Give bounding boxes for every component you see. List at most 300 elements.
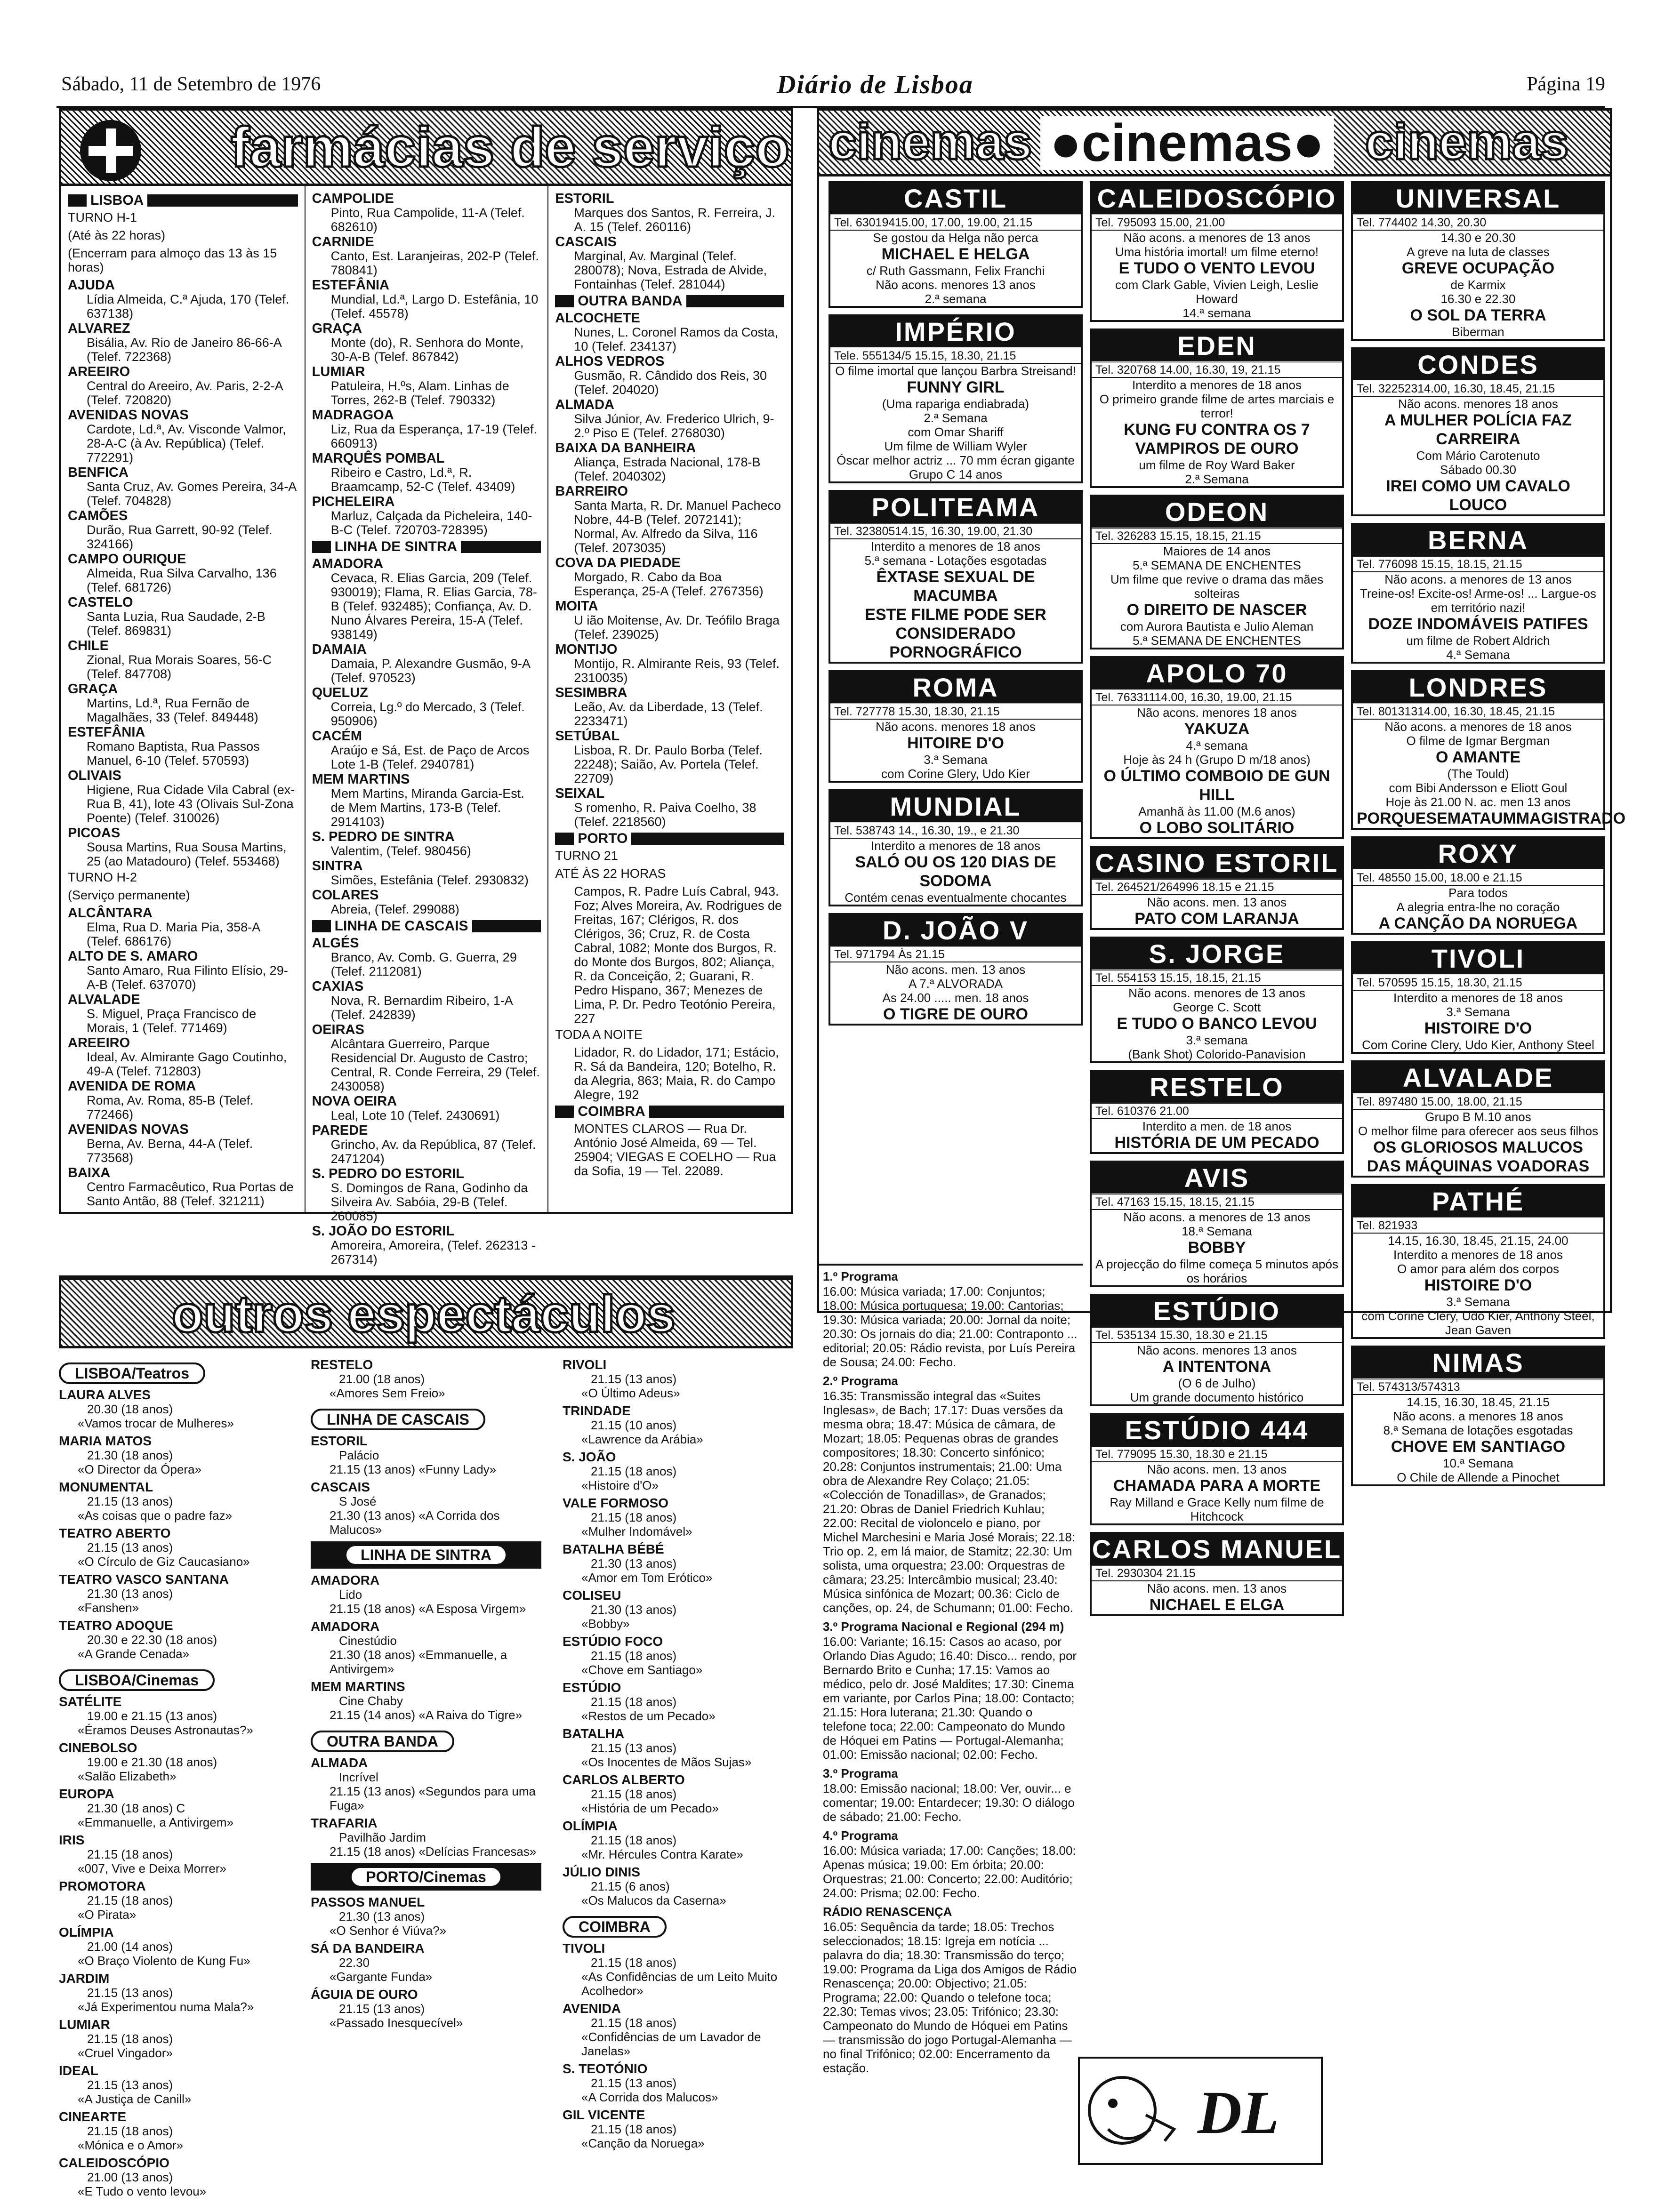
radio-line: 3.º Programa Nacional e Regional (294 m): [823, 1619, 1064, 1634]
show-time: 21.15 (18 anos): [87, 2124, 173, 2138]
category-label: PORTO/Cinemas: [350, 1866, 502, 1888]
cinema-listing-line: Interdito a menores de 18 anos: [871, 839, 1040, 853]
cinema-listing-line: Óscar melhor actriz ... 70 mm écran gigante: [837, 453, 1075, 467]
cinema-listing-line: de Karmix: [1450, 278, 1506, 292]
show-time: 21.30 (13 anos): [591, 1556, 677, 1571]
pharmacy-entry: Grincho, Av. da República, 87 (Telef. 2471204): [330, 1138, 536, 1166]
pharmacy-entry: Campos, R. Padre Luís Cabral, 943. Foz; Alves Moreira, Av. Rodrigues de Freitas, 167; Clérigos, R. dos Clérigos, 36; Cruz, R. de Costa Cabral, 1082; Monte dos Burgos, R. do Monte dos Burgos, 802; Aliança, R. da Conceição, 2; Guarani, R. Pedro Hispano, 367; Menezes de Lima, P. Dr. Pedro Teotónio Pereira, 227: [574, 884, 782, 1026]
venue-name: TRAFARIA: [311, 1816, 378, 1830]
cinema-name: EDEN: [1092, 330, 1342, 363]
show-entry: [59, 1572, 290, 1615]
cinema-listing-line: 14.30 e 20.30: [1440, 231, 1516, 245]
show-title: «As Confidências de um Leito Muito Acolhedor»: [581, 1970, 778, 1998]
radio-line: 16.05: Sequência da tarde; 18.05: Trechos seleccionados; 18.15: Igreja em notícia ... palavra do dia; 18.30: Transmissão do terço; 19.00: Programa da Liga dos Amigos de Rádio Renascença; 20.00: Objectivo; 21.05: Programa; 22.00: Quando o telefone toca; 22.30: Temas vivos; 23.05: Trifónico; 23.30: Campeonato do Mundo de Hóquei em Patins — transmissão do jogo Portugal-Alemanha — no final Trifónico; 02.00: Encerramento da estação.: [823, 1920, 1077, 2075]
pharmacy-entry: Ideal, Av. Almirante Gago Coutinho, 49-A (Telef. 712803): [87, 1050, 287, 1078]
cinema-listing: [828, 314, 1083, 483]
section-heading: [68, 193, 298, 208]
pharmacy-locality: AJUDA: [68, 278, 115, 293]
show-entry: [311, 1816, 541, 1859]
show-time: 19.00 e 21.15 (13 anos): [87, 1709, 217, 1723]
show-time: Palácio: [339, 1448, 379, 1462]
cinema-listing-line: Não acons. menores 18 anos: [1137, 705, 1297, 720]
venue-name: TEATRO ADOQUE: [59, 1618, 173, 1633]
pharmacy-entry: Centro Farmacêutico, Rua Portas de Santo Antão, 88 (Telef. 321211): [87, 1180, 294, 1208]
venue-name: TRINDADE: [563, 1403, 631, 1418]
cinema-listing-line: Ray Milland e Grace Kelly num filme de Hitchcock: [1110, 1495, 1324, 1523]
venue-name: CASCAIS: [311, 1480, 370, 1494]
show-title: 21.30 (18 anos) «Emmanuelle, a Antivirgem»: [330, 1648, 507, 1676]
cinema-listing-line: O DIREITO DE NASCER: [1126, 601, 1307, 619]
show-entry: [59, 2064, 290, 2106]
show-time: 21.00 (18 anos): [339, 1372, 425, 1386]
show-entry: [563, 1450, 793, 1492]
cinema-listing-line: com Omar Shariff: [908, 425, 1004, 439]
show-title: «Chove em Santiago»: [581, 1663, 703, 1677]
pharmacy-locality: DAMAIA: [312, 642, 367, 657]
show-time: 21.15 (18 anos): [87, 1893, 173, 1907]
cinema-listing-line: 4.ª Semana: [1446, 648, 1510, 662]
show-title: «Já Experimentou numa Mala?»: [78, 2000, 254, 2014]
pharmacy-locality: PICHELEIRA: [312, 494, 395, 509]
pharmacy-locality: CAMPOLIDE: [312, 191, 394, 206]
show-time: S José: [339, 1494, 377, 1508]
pharmacy-locality: ALCOCHETE: [555, 311, 640, 326]
pharmacy-entry: S romenho, R. Paiva Coelho, 38 (Telef. 2218560): [574, 801, 756, 829]
radio-listings: [819, 1264, 1083, 2158]
pharmacy-locality: SETÚBAL: [555, 729, 620, 744]
cinema-listing: [1351, 1060, 1605, 1178]
show-entry: [311, 1619, 541, 1676]
pharmacy-entry: Roma, Av. Roma, 85-B (Telef. 772466): [87, 1093, 254, 1122]
pharmacy-entry: Leão, Av. da Liberdade, 13 (Telef. 2233471): [574, 700, 763, 728]
cinema-phone-times: Tel. 774402 14.30, 20.30: [1353, 216, 1603, 231]
category-label: LINHA DE CASCAIS: [311, 1409, 485, 1430]
pharmacy-locality: SINTRA: [312, 858, 363, 874]
show-title: «O Círculo de Giz Caucasiano»: [78, 1555, 250, 1569]
cinema-listing-line: PORQUESEMATAUMMAGISTRADO: [1357, 809, 1626, 827]
outros-column-3: [563, 1358, 793, 2154]
pharmacy-entry: Araújo e Sá, Est. de Paço de Arcos Lote 1-B (Telef. 2940781): [330, 743, 530, 771]
cinema-name: CASINO ESTORIL: [1092, 848, 1342, 880]
show-time: 21.15 (18 anos): [591, 1833, 677, 1847]
cinema-listing-line: Sábado 00.30: [1440, 463, 1516, 477]
section-heading-label: OUTRA BANDA: [578, 293, 683, 309]
pharmacy-locality: AVENIDAS NOVAS: [68, 408, 189, 423]
cinema-name: S. JORGE: [1092, 938, 1342, 971]
show-time: 21.15 (13 anos): [591, 1372, 677, 1386]
pharmacy-entry: Santo Amaro, Rua Filinto Elísio, 29-A-B (Telef. 637070): [87, 963, 288, 992]
venue-name: MARIA MATOS: [59, 1434, 152, 1448]
cinema-phone-times: Tel. 554153 15.15, 18.15, 21.15: [1092, 971, 1342, 986]
cinema-listing-line: com Aurora Bautista e Julio Aleman: [1120, 619, 1314, 633]
show-title: 21.30 (13 anos) «A Corrida dos Malucos»: [330, 1508, 500, 1537]
cinema-listing-line: c/ Ruth Gassmann, Felix Franchi: [866, 264, 1045, 278]
cinema-listing-line: Interdito a menores de 18 anos: [1132, 378, 1302, 392]
pharmacy-entry: Branco, Av. Comb. G. Guerra, 29 (Telef. 2112081): [330, 950, 517, 978]
venue-name: OLÍMPIA: [59, 1925, 114, 1940]
show-entry: [59, 1787, 290, 1829]
show-entry: [563, 1941, 793, 1998]
cinema-phone-times: Tel. 776098 15.15, 18.15, 21.15: [1353, 557, 1603, 572]
show-time: 21.30 (13 anos): [591, 1603, 677, 1617]
category-bar: [311, 1863, 541, 1891]
farmacias-section: [59, 108, 793, 1266]
cinema-phone-times: Tele. 555134/5 15.15, 18.30, 21.15: [830, 349, 1081, 364]
section-heading-label: LINHA DE CASCAIS: [334, 918, 468, 934]
cinema-listing: [1090, 937, 1344, 1063]
section-heading: [555, 294, 784, 308]
pharmacy-locality: NOVA OEIRA: [312, 1094, 397, 1109]
pharmacy-entry: Alcântara Guerreiro, Parque Residencial Dr. Augusto de Castro; Central, R. Conde Ferreira, 29 (Telef. 2430058): [330, 1037, 540, 1093]
show-entry: [311, 1756, 541, 1812]
cinema-name: RESTELO: [1092, 1072, 1342, 1104]
cinema-listing-line: Contém cenas eventualmente chocantes: [845, 890, 1067, 905]
cinema-listing-line: 2.ª Semana: [924, 411, 988, 425]
show-entry: [59, 1434, 290, 1476]
cinema-listing-line: O AMANTE: [1435, 748, 1521, 766]
pharmacy-entry: Elma, Rua D. Maria Pia, 358-A (Telef. 686176): [87, 920, 260, 948]
cinema-listing: [828, 490, 1083, 664]
pharmacy-locality: OEIRAS: [312, 1022, 364, 1037]
pharmacy-locality: S. JOÃO DO ESTORIL: [312, 1224, 455, 1239]
cinema-listing-line: O Chile de Allende a Pinochet: [1397, 1470, 1560, 1484]
show-time: 21.15 (18 anos): [591, 1464, 677, 1478]
show-time: 21.15 (13 anos): [87, 1540, 173, 1555]
pharmacy-entry: Gusmão, R. Cândido dos Reis, 30 (Telef. 204020): [574, 369, 767, 397]
show-title: 21.15 (18 anos) «Delícias Francesas»: [330, 1844, 537, 1859]
show-entry: [59, 2156, 290, 2198]
cinema-listing-line: 14.15, 16.30, 18.45, 21.15, 24.00: [1388, 1234, 1569, 1248]
cinema-listing-line: Biberman: [1452, 325, 1504, 339]
dl-logo: [1078, 2057, 1323, 2165]
pharmacy-locality: COLARES: [312, 888, 379, 903]
venue-name: SÁ DA BANDEIRA: [311, 1941, 425, 1956]
show-title: «Mónica e o Amor»: [78, 2138, 184, 2152]
pharmacy-locality: MONTIJO: [555, 642, 618, 657]
pharmacy-locality: ESTEFÂNIA: [68, 725, 145, 740]
show-entry: [311, 1895, 541, 1938]
cinema-name: BERNA: [1353, 525, 1603, 557]
cinema-phone-times: Tel. 80131314.00, 16.30, 18.45, 21.15: [1353, 705, 1603, 720]
cinema-listing-line: SALÓ OU OS 120 DIAS DE SODOMA: [855, 853, 1056, 890]
farmacias-banner-title: farmácias de serviço: [231, 116, 790, 179]
pharmacy-entry: Almeida, Rua Silva Carvalho, 136 (Telef. 681726): [87, 566, 277, 594]
cinema-listing-line: GREVE OCUPAÇÃO: [1401, 259, 1555, 277]
pharmacy-entry: S. Domingos de Rana, Godinho da Silveira Av. Sabóia, 29-B (Telef. 260085): [330, 1181, 528, 1223]
pharmacy-entry: MONTES CLAROS — Rua Dr. António José Almeida, 69 — Tel. 25904; VIEGAS E COELHO — Rua da Sofia, 19 — Tel. 22089.: [574, 1122, 776, 1178]
cinema-listing-line: 5.ª SEMANA DE ENCHENTES: [1133, 558, 1301, 572]
outros-section: [59, 1275, 793, 2198]
pharmacy-entry: Pinto, Rua Campolide, 11-A (Telef. 682610): [330, 206, 525, 234]
cinema-listing: [1090, 181, 1344, 322]
heading-bar: [649, 1106, 784, 1118]
section-heading-label: LINHA DE SINTRA: [334, 539, 458, 554]
cinema-phone-times: Tel. 2930304 21.15: [1092, 1566, 1342, 1581]
cinema-name: NIMAS: [1353, 1347, 1603, 1380]
page-number: Página 19: [1527, 73, 1605, 95]
show-title: «E Tudo o vento levou»: [78, 2184, 207, 2198]
pharmacy-locality: MADRAGOA: [312, 408, 394, 423]
cinema-name: APOLO 70: [1092, 658, 1342, 690]
cinema-listing-line: A CANÇÃO DA NORUEGA: [1378, 914, 1578, 932]
pharmacy-entry: Abreia, (Telef. 299088): [330, 902, 459, 916]
show-time: 21.15 (18 anos): [591, 2122, 677, 2136]
cinema-phone-times: Tel. 32252314.00, 16.30, 18.45, 21.15: [1353, 382, 1603, 397]
venue-name: EUROPA: [59, 1787, 114, 1801]
cinema-listing-line: Não acons. a menores de 13 anos: [1384, 572, 1572, 586]
pharmacy-entry: Bisália, Av. Rio de Janeiro 86-66-A (Telef. 722368): [87, 336, 282, 364]
show-time: 21.30 (18 anos) C: [87, 1801, 185, 1815]
pharmacy-locality: CAMPO OURIQUE: [68, 552, 186, 567]
heading-bar: [312, 920, 331, 932]
pharmacy-locality: PICOAS: [68, 825, 121, 841]
cinema-listing-line: A greve na luta de classes: [1407, 245, 1550, 259]
cinema-listing: [1351, 1346, 1605, 1486]
venue-name: LAURA ALVES: [59, 1387, 151, 1402]
pharmacy-entry: Marginal, Av. Marginal (Telef. 280078); Nova, Estrada de Alvide, Fontainhas (Telef. 281044): [574, 249, 767, 291]
show-time: Cinestúdio: [339, 1634, 397, 1648]
venue-name: TIVOLI: [563, 1941, 605, 1956]
pharmacy-locality: COVA DA PIEDADE: [555, 555, 681, 570]
show-entry: [59, 1526, 290, 1569]
cinema-listing: [1090, 1161, 1344, 1287]
outros-column-2: [311, 1358, 541, 2034]
pharmacy-locality: CARNIDE: [312, 234, 374, 249]
section-heading-label: COIMBRA: [578, 1104, 645, 1119]
cinema-listing: [1090, 329, 1344, 488]
show-entry: [59, 1925, 290, 1968]
schedule-note: (Até às 22 horas): [68, 228, 166, 242]
venue-name: LUMIAR: [59, 2017, 110, 2032]
show-time: 22.30: [339, 1956, 370, 1970]
show-title: «Passado Inesquecível»: [330, 2016, 463, 2030]
cinemas-column-2: [1090, 181, 1344, 1623]
schedule-note: TURNO H-1: [68, 210, 137, 224]
cinema-listing-line: O TIGRE DE OURO: [883, 1005, 1028, 1023]
venue-name: PASSOS MANUEL: [311, 1895, 425, 1909]
venue-name: BATALHA: [563, 1726, 625, 1741]
cinema-phone-times: Tel. 47163 15.15, 18.15, 21.15: [1092, 1195, 1342, 1210]
cinema-name: CARLOS MANUEL: [1092, 1534, 1342, 1566]
cinema-listing-line: Grupo B M.10 anos: [1425, 1110, 1531, 1124]
cinema-listing-line: NICHAEL E ELGA: [1149, 1596, 1285, 1614]
show-entry: [59, 1388, 290, 1430]
cinema-listing-line: Não acons. men. 13 anos: [1147, 1462, 1287, 1476]
pharmacy-locality: PAREDE: [312, 1123, 368, 1138]
pharmacy-locality: GRAÇA: [68, 681, 118, 697]
pharmacy-entry: Correia, Lg.º do Mercado, 3 (Telef. 950906): [330, 700, 525, 728]
pharmacy-entry: Lisboa, R. Dr. Paulo Borba (Telef. 22248); Saião, Av. Portela (Telef. 22709): [574, 743, 763, 785]
schedule-note: (Serviço permanente): [68, 888, 190, 902]
header-rule: [56, 106, 1605, 108]
category-bar: [311, 1541, 541, 1569]
cinema-name: IMPÉRIO: [830, 316, 1081, 349]
pharmacy-cross-icon: [80, 120, 141, 181]
cinema-phone-times: Tel. 48550 15.00, 18.00 e 21.15: [1353, 871, 1603, 886]
show-entry: [311, 1941, 541, 1984]
pharmacy-locality: ESTEFÂNIA: [312, 278, 389, 293]
show-title: «Lawrence da Arábia»: [581, 1432, 703, 1446]
cinemas-column-1: [828, 181, 1083, 1032]
show-time: 21.15 (13 anos): [339, 2002, 425, 2016]
cinema-listing-line: E TUDO O VENTO LEVOU: [1118, 259, 1315, 277]
venue-name: ESTÚDIO: [563, 1680, 621, 1695]
cinema-name: CONDES: [1353, 349, 1603, 382]
cinema-listing-line: O melhor filme para oferecer aos seus filhos: [1358, 1124, 1599, 1138]
show-title: «Canção da Noruega»: [581, 2136, 705, 2150]
farmacias-column-1: [61, 186, 305, 1212]
cinema-listing-line: IREI COMO UM CAVALO LOUCO: [1386, 477, 1570, 514]
venue-name: JÚLIO DINIS: [563, 1865, 640, 1879]
pharmacy-entry: Martins, Ld.ª, Rua Fernão de Magalhães, 33 (Telef. 849448): [87, 696, 258, 724]
show-title: «O Último Adeus»: [581, 1386, 680, 1400]
cinema-listing-line: Não acons. men. 13 anos: [1147, 1581, 1287, 1595]
show-time: 21.15 (18 anos): [591, 1649, 677, 1663]
cinema-name: TIVOLI: [1353, 943, 1603, 976]
category-label: LISBOA/Cinemas: [59, 1669, 215, 1691]
show-entry: [59, 2110, 290, 2152]
pharmacy-locality: CASCAIS: [555, 234, 617, 249]
show-time: 21.15 (13 anos): [87, 1986, 173, 2000]
pharmacy-locality: CACÉM: [312, 729, 362, 744]
cinema-listing-line: 5.ª SEMANA DE ENCHENTES: [1133, 633, 1301, 648]
cinema-listing-line: Não acons. a menores de 13 anos: [1123, 1210, 1311, 1224]
show-time: 21.30 (18 anos): [87, 1448, 173, 1462]
cinema-listing-line: O filme de Igmar Bergman: [1406, 734, 1550, 748]
pharmacy-locality: GRAÇA: [312, 321, 362, 336]
cinema-phone-times: Tel. 574313/574313: [1353, 1380, 1603, 1395]
outros-banner-title: outros espectáculos: [172, 1285, 676, 1343]
pharmacy-entry: Leal, Lote 10 (Telef. 2430691): [330, 1108, 500, 1122]
cinema-listing: [1351, 523, 1605, 664]
cinema-listing-line: Interdito a menores de 18 anos: [1393, 1248, 1563, 1262]
show-title: «O Senhor é Viúva?»: [330, 1923, 447, 1938]
venue-name: CINEBOLSO: [59, 1740, 137, 1755]
pharmacy-locality: QUELUZ: [312, 685, 368, 700]
pharmacy-entry: Aliança, Estrada Nacional, 178-B (Telef. 2040302): [574, 455, 761, 483]
pharmacy-locality: CAXIAS: [312, 979, 364, 994]
cinema-listing-line: Com Mário Carotenuto: [1416, 449, 1540, 463]
pharmacy-locality: BAIXA DA BANHEIRA: [555, 441, 696, 456]
cinema-listing-line: Não acons. menores de 13 anos: [1128, 986, 1305, 1000]
show-entry: [59, 1972, 290, 2014]
show-entry: [563, 2062, 793, 2104]
venue-name: CARLOS ALBERTO: [563, 1772, 685, 1787]
cinema-listing-line: HISTOIRE D'O: [1424, 1276, 1532, 1294]
show-time: Cine Chaby: [339, 1694, 403, 1708]
cinema-listing-line: O filme imortal que lançou Barbra Streisand!: [835, 364, 1076, 378]
cinema-listing-line: Interdito a menores de 18 anos: [1393, 991, 1563, 1005]
show-title: «Éramos Deuses Astronautas?»: [78, 1723, 253, 1737]
show-title: «Gargante Funda»: [330, 1970, 433, 1984]
cinema-listing-line: 3.ª Semana: [1446, 1005, 1510, 1019]
cinemas-column-3: [1351, 181, 1626, 1493]
schedule-note: TODA A NOITE: [555, 1027, 643, 1042]
cinema-listing-line: HISTOIRE D'O: [1424, 1019, 1532, 1037]
cinema-listing-line: com Corine Glery, Udo Kier: [881, 767, 1030, 781]
show-time: 19.00 e 21.30 (18 anos): [87, 1755, 217, 1769]
show-time: 21.15 (18 anos): [591, 1787, 677, 1801]
cinema-listing: [1351, 670, 1626, 830]
pharmacy-entry: Simões, Estefânia (Telef. 2930832): [330, 873, 529, 887]
cinema-name: CALEIDOSCÓPIO: [1092, 183, 1342, 216]
show-title: «O Braço Violento de Kung Fu»: [78, 1954, 250, 1968]
schedule-note: TURNO H-2: [68, 870, 137, 884]
show-time: 21.15 (13 anos): [87, 2078, 173, 2092]
show-title: 21.15 (14 anos) «A Raiva do Tigre»: [330, 1708, 523, 1722]
show-time: 21.30 (13 anos): [339, 1909, 425, 1923]
cinema-listing-line: Não acons. menores 13 anos: [1137, 1343, 1297, 1357]
cinema-listing-line: Não acons. menores 18 anos: [876, 720, 1036, 734]
venue-name: AVENIDA: [563, 2001, 621, 2016]
show-time: 21.15 (6 anos): [591, 1879, 670, 1893]
pharmacy-entry: Romano Baptista, Rua Passos Manuel, 6-10 (Telef. 570593): [87, 739, 260, 768]
cinema-listing-line: Hoje às 24 h (Grupo D m/18 anos): [1123, 753, 1311, 767]
show-entry: [563, 1588, 793, 1631]
cinema-listing-line: (Bank Shot) Colorido-Panavision: [1128, 1047, 1306, 1061]
radio-line: 16.00: Música variada; 17.00: Conjuntos; 18.00: Música portuguesa; 19.00: Cantorias; 19.30: Música variada; 20.00: Jornal da noite; 20.30: Os jornais do dia; 21.00: Contraponto ... editorial; 20.05: Rádio revista, por Luís Pereira de Sousa; 24.00: Fecho.: [823, 1284, 1078, 1369]
pharmacy-locality: LUMIAR: [312, 364, 365, 379]
show-title: «História de um Pecado»: [581, 1801, 719, 1815]
cinema-listing-line: As 24.00 ..... men. 18 anos: [882, 991, 1029, 1005]
pharmacy-entry: Mundial, Ld.ª, Largo D. Estefânia, 10 (Telef. 45578): [330, 292, 539, 321]
cinema-listing-line: HISTÓRIA DE UM PECADO: [1114, 1134, 1319, 1152]
show-time: 21.15 (18 anos): [591, 1510, 677, 1524]
pharmacy-locality: MOITA: [555, 599, 598, 614]
pharmacy-entry: Patuleira, H.ºs, Alam. Linhas de Torres, 262-B (Telef. 790332): [330, 379, 509, 407]
cinemas-banner: [819, 111, 1610, 176]
cinema-listing-line: E TUDO O BANCO LEVOU: [1117, 1015, 1317, 1033]
pharmacy-entry: Montijo, R. Almirante Reis, 93 (Telef. 2310035): [574, 657, 780, 685]
pharmacy-locality: BAIXA: [68, 1165, 111, 1180]
pharmacy-entry: Marluz, Calçada da Picheleira, 140-B-C (Telef. 720703-728395): [330, 509, 532, 537]
radio-line: RÁDIO RENASCENÇA: [823, 1905, 952, 1919]
schedule-note: TURNO 21: [555, 849, 618, 863]
cinema-listing-line: Se gostou da Helga não perca: [873, 231, 1038, 245]
heading-bar: [555, 833, 574, 845]
cinema-listing-line: Para todos: [1448, 886, 1508, 900]
show-entry: [563, 1681, 793, 1723]
pharmacy-locality: AREEIRO: [68, 1035, 130, 1050]
show-entry: [311, 1680, 541, 1722]
cinema-listing-line: Amanhã às 11.00 (M.6 anos): [1138, 804, 1295, 818]
cinema-listing-line: 16.30 e 22.30: [1440, 292, 1516, 306]
heading-bar: [68, 194, 87, 207]
heading-bar: [312, 541, 331, 553]
show-entry: [311, 1988, 541, 2030]
radio-line: 2.º Programa: [823, 1374, 898, 1388]
pharmacy-locality: S. PEDRO DE SINTRA: [312, 829, 455, 844]
pharmacy-entry: S. Miguel, Praça Francisco de Morais, 1 (Telef. 771469): [87, 1007, 257, 1035]
cinema-phone-times: Tel. 971794 Às 21.15: [830, 947, 1081, 962]
show-time: 20.30 e 22.30 (18 anos): [87, 1633, 217, 1647]
cinema-phone-times: Tel. 779095 15.30, 18.30 e 21.15: [1092, 1447, 1342, 1462]
schedule-note: ATÉ ÀS 22 HORAS: [555, 866, 666, 881]
category-label: OUTRA BANDA: [311, 1731, 454, 1752]
pharmacy-locality: ALCÂNTARA: [68, 906, 153, 921]
show-title: «Confidências de um Lavador de Janelas»: [581, 2030, 761, 2058]
pharmacy-entry: Zional, Rua Morais Soares, 56-C (Telef. 847708): [87, 653, 272, 681]
show-time: 20.30 (18 anos): [87, 1402, 173, 1416]
radio-line: 1.º Programa: [823, 1269, 898, 1283]
cinema-listing-line: ÊXTASE SEXUAL DE MACUMBA: [876, 568, 1035, 605]
pharmacy-locality: MARQUÊS POMBAL: [312, 451, 445, 466]
pharmacy-entry: Morgado, R. Cabo da Boa Esperança, 25-A (Telef. 2767356): [574, 570, 764, 598]
venue-name: GIL VICENTE: [563, 2108, 645, 2122]
show-time: 21.00 (14 anos): [87, 1940, 173, 1954]
show-time: 21.15 (13 anos): [591, 2076, 677, 2090]
cinema-phone-times: Tel. 76331114.00, 16.30, 19.00, 21.15: [1092, 690, 1342, 705]
